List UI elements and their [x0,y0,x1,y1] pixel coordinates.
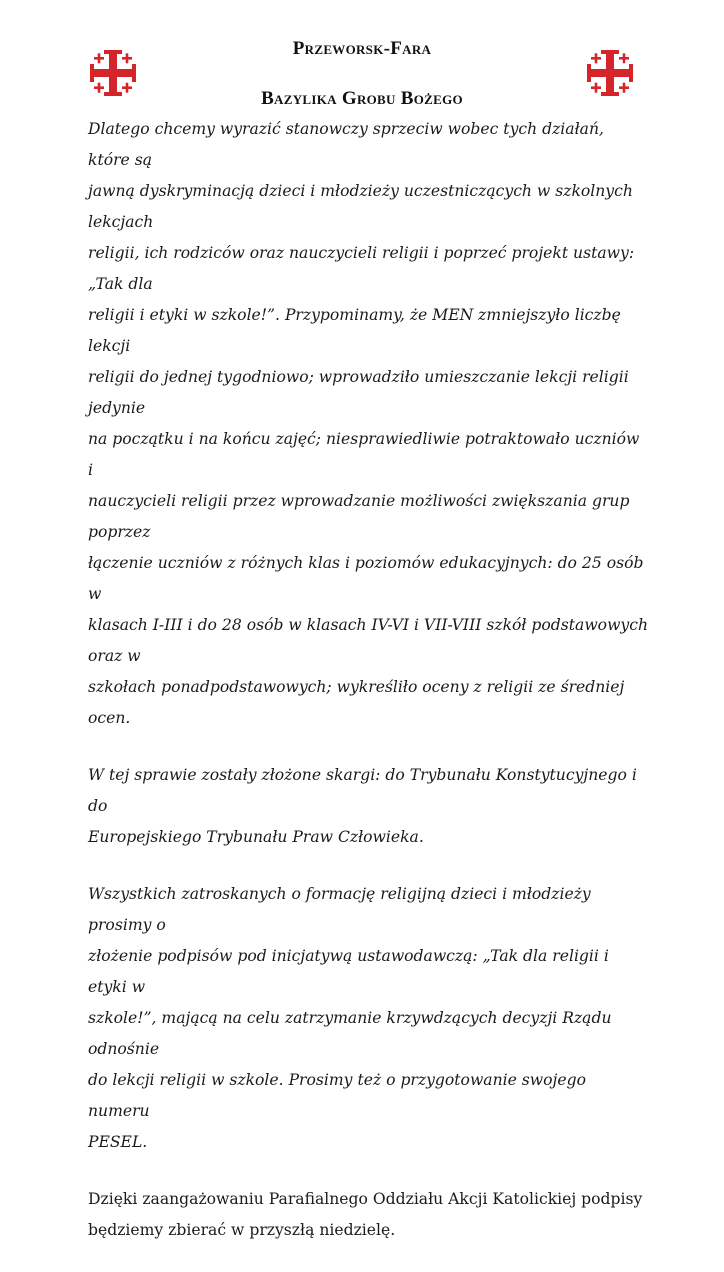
paragraph-catholic-action: Dzięki zaangażowaniu Parafialnego Oddziału Akcji Katolickiej podpisy będziemy zbierać w przyszłą niedzielę. [88,1190,643,1239]
paragraph-protest: Dlatego chcemy wyrazić stanowczy sprzeciw wobec tych działań, które są jawną dyskryminacją dzieci i młodzieży uczestniczących w szkolnych lekcjach religii, ich rodziców oraz nauczycieli religii i poprzeć projekt ustawy: „Tak dla religii i etyki w szkole!”. Przypominamy, że MEN zmniejszyło liczbę lekcji religii do jednej tygodniowo; wprowadziło umieszczanie lekcji religii jedynie na początku i na końcu zajęć; niesprawiedliwie potraktowało uczniów i nauczycieli religii przez wprowadzanie możliwości zwiększania grup poprzez łączenie uczniów z różnych klas i poziomów edukacyjnych: do 25 osób w klasach I-III i do 28 osób w klasach IV-VI i VII-VIII szkół podstawowych oraz w szkołach ponadpodstawowych; wykreśliło oceny z religii ze średniej ocen. [88,120,649,727]
parish-name-heading: Przeworsk-Fara [292,38,432,59]
paragraph-complaints: W tej sprawie zostały złożone skargi: do Trybunału Konstytucyjnego i do Europejskiego Trybunału Praw Człowieka. [88,766,637,846]
paragraph-signatures-request: Wszystkich zatroskanych o formację religijną dzieci i młodzieży prosimy o złożenie podpisów pod inicjatywą ustawodawczą: „Tak dla religii i etyki w szkole!”, mającą na celu zatrzymanie krzywdzących decyzji Rządu odnośnie do lekcji religii w szkole. Prosimy też o przygotowanie swojego numeru PESEL. [88,885,612,1151]
basilica-name-heading: Bazylika Grobu Bożego [261,88,463,109]
document-body [88,114,648,1272]
